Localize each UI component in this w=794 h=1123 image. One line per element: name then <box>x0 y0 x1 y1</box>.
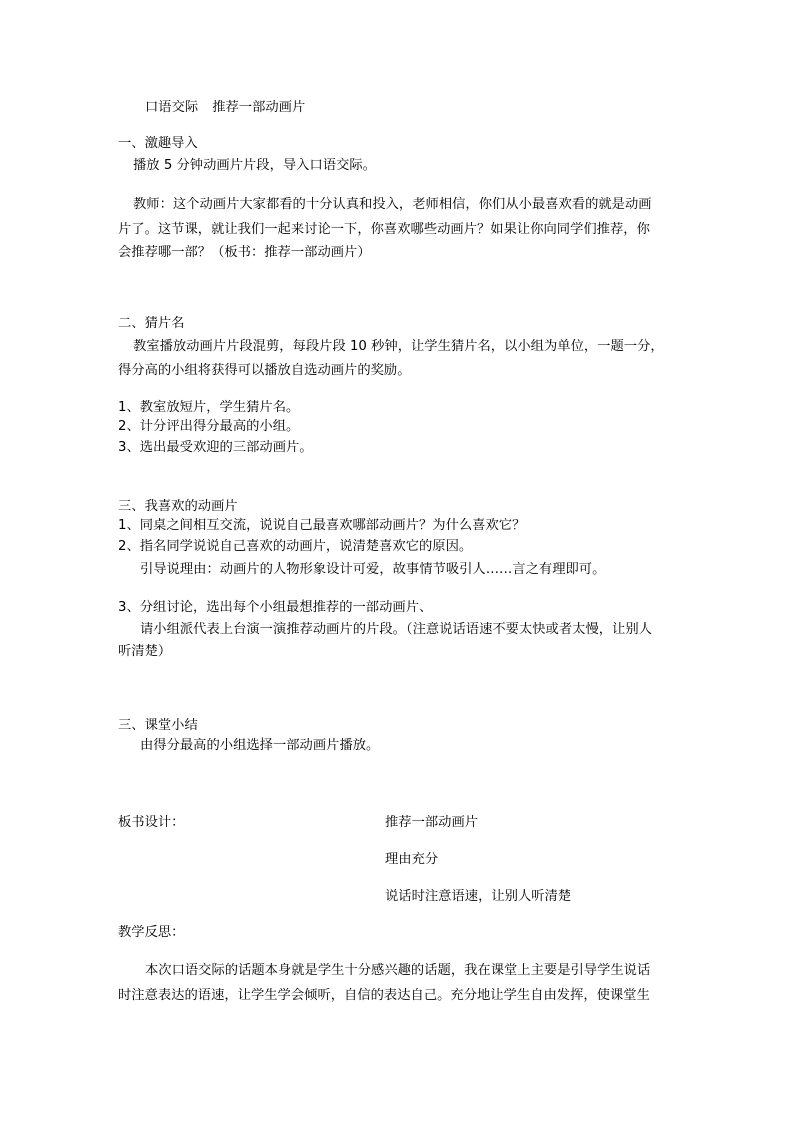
board-line-3: 说话时注意语速，让别人听清楚 <box>385 889 572 904</box>
list-item: 1、教室放短片，学生猜片名。 <box>118 400 300 415</box>
list-item: 1、同桌之间相互交流，说说自己最喜欢哪部动画片？为什么喜欢它？ <box>118 518 526 533</box>
reflection-line-2: 时注意表达的语速，让学生学会倾听，自信的表达自己。充分地让学生自由发挥，使课堂生 <box>118 988 650 1003</box>
title-part-2: 推荐一部动画片 <box>212 100 306 115</box>
section-1-heading: 一、激趣导入 <box>118 136 198 151</box>
section-4-paragraph: 由得分最高的小组选择一部动画片播放。 <box>140 738 380 753</box>
section-3-heading: 三、我喜欢的动画片 <box>118 499 238 514</box>
section-1-teacher-line-1: 教师：这个动画片大家都看的十分认真和投入，老师相信，你们从小最喜欢看的就是动画 <box>133 197 652 212</box>
section-1-paragraph: 播放 5 分钟动画片片段，导入口语交际。 <box>133 158 376 173</box>
list-item: 2、指名同学说说自己喜欢的动画片，说清楚喜欢它的原因。 <box>118 539 473 554</box>
section-1-teacher-line-3: 会推荐哪一部？（板书：推荐一部动画片） <box>118 245 371 260</box>
section-2-heading: 二、猜片名 <box>118 316 185 331</box>
list-item-note: 引导说理由：动画片的人物形象设计可爱，故事情节吸引人……言之有理即可。 <box>140 562 606 577</box>
board-line-2: 理由充分 <box>385 852 439 867</box>
section-1-teacher-line-2: 片了。这节课，就让我们一起来讨论一下，你喜欢哪些动画片？如果让你向同学们推荐，你 <box>118 222 650 237</box>
section-2-paragraph-line-1: 教室播放动画片片段混剪，每段片段 10 秒钟，让学生猜片名，以小组为单位，一题一分， <box>133 339 664 354</box>
board-design-label: 板书设计： <box>118 815 185 830</box>
section-4-heading: 三、课堂小结 <box>118 718 198 733</box>
title-part-1: 口语交际 <box>145 100 199 115</box>
reflection-label: 教学反思： <box>118 925 185 940</box>
reflection-line-1: 本次口语交际的话题本身就是学生十分感兴趣的话题，我在课堂上主要是引导学生说话 <box>145 963 651 978</box>
board-line-1: 推荐一部动画片 <box>385 815 479 830</box>
page-title <box>145 97 305 119</box>
list-item: 3、分组讨论，选出每个小组最想推荐的一部动画片、 <box>118 600 433 615</box>
section-2-paragraph-line-2: 得分高的小组将获得可以播放自选动画片的奖励。 <box>118 363 411 378</box>
list-item: 3、选出最受欢迎的三部动画片。 <box>118 440 313 455</box>
list-item-continuation: 请小组派代表上台演一演推荐动画片的片段。（注意说话语速不要太快或者太慢，让别人 <box>140 622 652 637</box>
list-item-continuation: 听清楚） <box>118 644 172 659</box>
list-item: 2、计分评出得分最高的小组。 <box>118 419 300 434</box>
